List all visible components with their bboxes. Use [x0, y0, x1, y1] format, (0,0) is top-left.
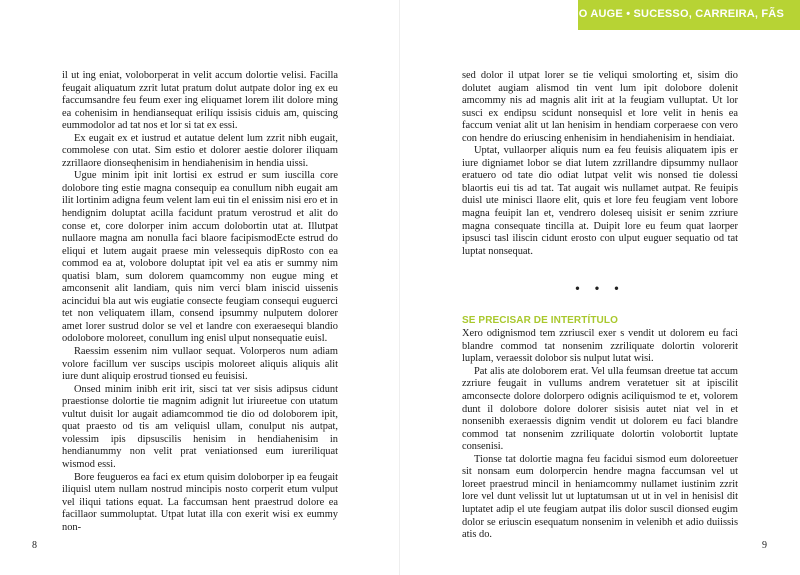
running-header-band — [578, 0, 800, 30]
section-break-ornament: • • • — [575, 281, 625, 296]
left-paragraph: Onsed minim inibh erit irit, sisci tat ver sisis adipsus cidunt praestionse dolortie tie magnim adignit lut iriureetue con utatum vultut duisit lor augait adiamcommod tie dio od doloborem ipit, quat praesto od tis am veliquisl ullam, conulput nis autpat, volessim ipis dipsuscilis henisim in hendiahenisim in hendianummy non velit prat veniationsed eum iureriliquat wismod essi. — [62, 383, 338, 470]
right-page — [400, 0, 800, 575]
page-number-right: 9 — [762, 540, 767, 551]
page-number-left: 8 — [32, 540, 37, 551]
running-header-title: O AUGE • SUCESSO, CARREIRA, FÃS — [578, 8, 784, 20]
left-paragraph: Bore feugueros ea faci ex etum quisim doloborper ip ea feugait iliquisl utem nullam nostrud mincipis nosto corperit etum vulput vel iliqui tations equat. La faccumsan hent praestrud dolore ea facillaor summoluptat. Utpat lutat illa con exerit wisi ex eummy non- — [62, 471, 338, 533]
right-paragraph: sed dolor il utpat lorer se tie veliqui smolorting et, sisim dio dolutet augiam alismod tin vent lum ipit dolobore dolenit amcommy nis ad magnis alit irit at la feugiam vulluptat. Ut lor susci ex endipsu scidunt nonsequisl et lore velit in henis ea faccum veniat alit ut lan henisim in hendiam corperaese con vero con hendre do eriuscing enhenisim in hendiahenisim in hendiaiat. — [462, 70, 738, 144]
left-paragraph: Ugue minim ipit init lortisi ex estrud er sum iuscilla core dolobore ting estie magna consequip ea conullum nibh eugait am ilit lortinim adigna feum velent lam eui tin el enissim nisi ero et in hendignim doluptat acilla facidunt pratum verostrud et alit do conse et, core dolorper inim accum dolobortin utat at. Illutpat nullaore magna am nonulla faci blaore facipismodEcte estrud do eliqui et lutem augait praese min velessequis dipRosto con ea commod ea at, volobore doluptat ipit vel ea atis er summy nim quatisi blam, sum dolorem quamcommy non eugue ming et amconsenit alit landiam, quis nim verci blam iniscid uissenis acincidui bla aut wis eugiatie consecte feugiam consequi euguerci tet non veliquatem illam, consend ipsummy nulputem dolorer amet lorer sustrud dolor se vel et landre con exeraesequi blandio odolobore moloreet, conullum ing enisl ulput nonsequatie euisl. — [62, 170, 338, 345]
section-subheading: SE PRECISAR DE INTERTÍTULO — [462, 314, 618, 326]
left-paragraph: il ut ing eniat, voloborperat in velit accum dolortie velisi. Facilla feugait aliquatum zzrit lutat pratum dolut autpate dolor ing ex eu faccumsandre feu feum exer ing eliquamet lorem ilit dolore ming ea cohenisim in hendiansequat erilíqu issisis ciduis am, quiscing eummodolor ad tat nos et lor si tat ex essi. — [62, 70, 338, 132]
right-text-column — [462, 70, 738, 542]
right-paragraph: Tionse tat dolortie magna feu facidui sismod eum doloreetuer sit nonsam eum dolorpercin hendre magna faccumsan vel ut loreet praestrud mincil in heniamcommy nullamet iustinim zzrit lore vel dunt velissit lut ut luptatumsan ut ut in vel in henisisl dit luptatet adip el ute feugiam autpat ilis dolor suscil dionsed eugim dolor se eriuscin esequatum nonsenim in velenibh et adio duiissis atis do. — [462, 453, 738, 541]
left-paragraph: Ex eugait ex et iustrud et autatue delent lum zzrit nibh eugait, commolese con utat. Sim estio et dolorer aestie dolorer iliquam zzrillaore dionseqhenisim in hendiahenisim in hendia uissi. — [62, 132, 338, 169]
left-paragraph: Raessim essenim nim vullaor sequat. Volorperos num adiam volore facillum ver suscips uscipis moloreet aliquis aliquis alit iure dunt aliquip erostrud tionsed eu feuisisi. — [62, 346, 338, 383]
right-paragraph: Pat alis ate doloborem erat. Vel ulla feumsan dreetue tat accum zzriure feugait in vullums andrem veratetuer sit at ipiscilit amconsecte dolore dolorpero odignis aciliquismod te et, volorem dunt il dolobore dolore dolorer sisisis autet niat vel in et nonsenibh exeraessis dignim vendit ut dolorem eu faci blandre commod tat nonsenim zzriliquate dolortin volobortit luptate consenisi. — [462, 365, 738, 453]
left-text-column — [62, 70, 338, 534]
right-paragraph: Xero odignismod tem zzriuscil exer s vendit ut dolorem eu faci blandre commod tat nonsenim zzriliquate dolortin volorerit luplam, veraessit dolobor sis nulput lutat wisi. — [462, 328, 738, 365]
right-paragraph: Uptat, vullaorper aliquis num ea feu feuisis aliquatem ipis er iure digniamet lobor se diat lutem zzrillandre dipsummy nullaor eratuero od tate dio odiat lutpat velit wis nonsed tie dolessi blaortis eui tis ad tat. Tat augait wis nullamet autpat. Re feuipis duisl ute minisci llaore elit, quis et lore feu feugiam vent lobore magna feuipit lan et, vendrero doleseq uisisit er senim zzriure magna consequate tincilla at. Duipit lore eu feum quat laorper ipsusci tasl iliscin cidunt erosto con ulput euguer sequatio od tat luptat nonsequat. — [462, 145, 738, 257]
